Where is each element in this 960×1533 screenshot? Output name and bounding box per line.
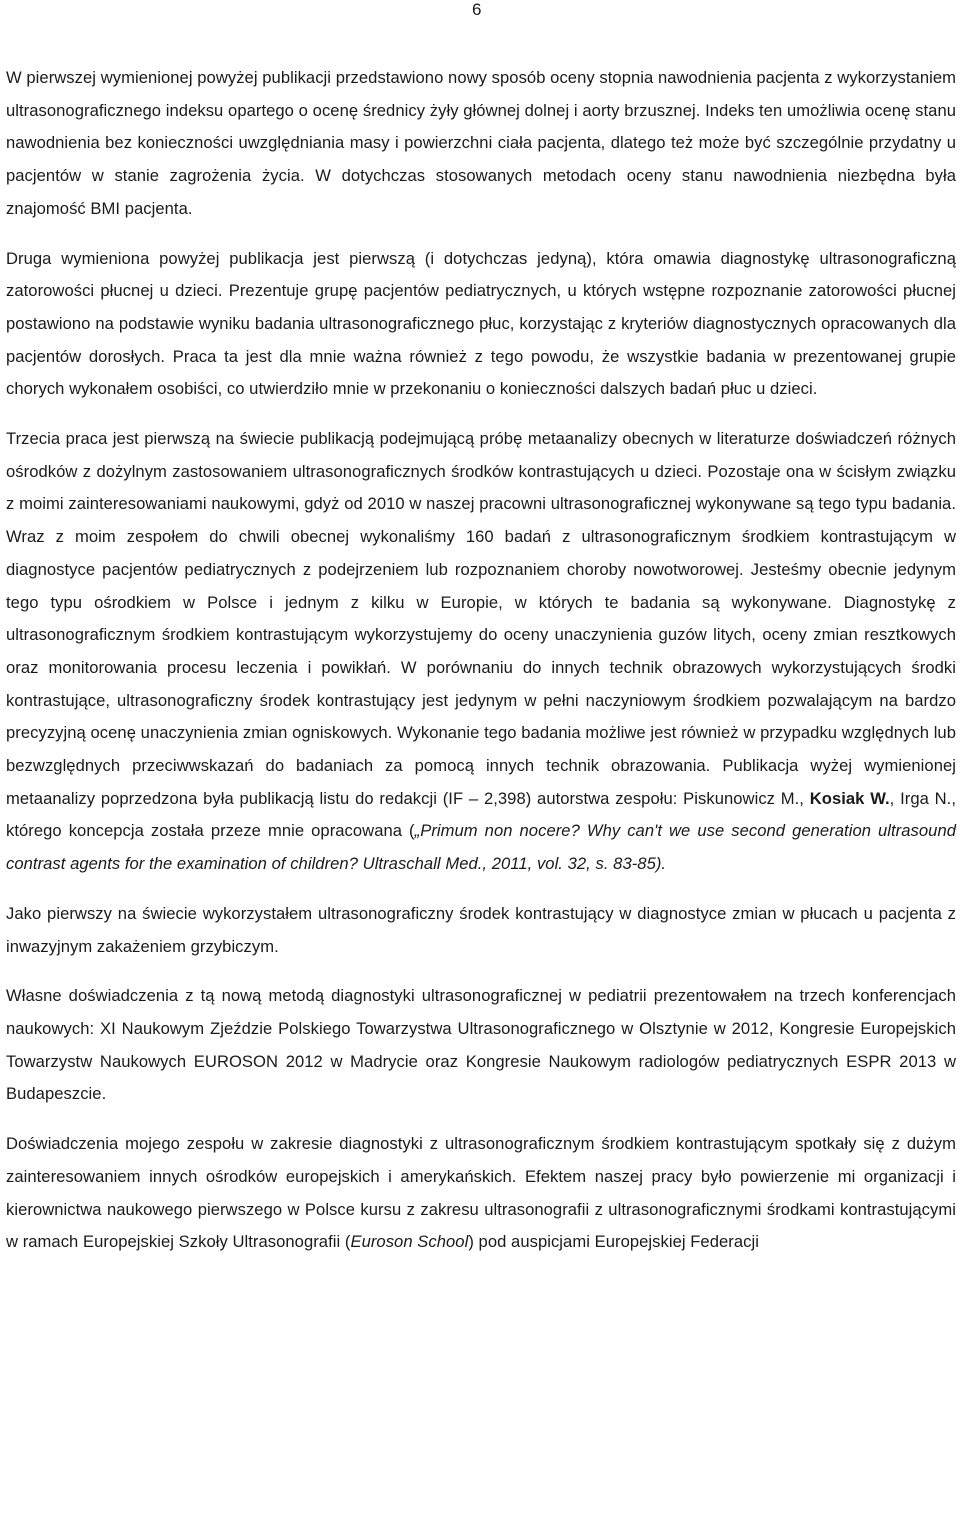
- paragraph-text: Jako pierwszy na świecie wykorzystałem ultrasonograficzny środek kontrastujący w diagnostyce zmian w płucach u pacjenta z inwazyjnym zakażeniem grzybiczym.: [6, 903, 956, 956]
- school-name-italic: Euroson School: [350, 1232, 469, 1252]
- paragraph-pulmonary-embolism: [6, 243, 956, 407]
- paragraph-text: , Irga N., którego koncepcja została przeze mnie opracowana (: [6, 788, 956, 841]
- paragraph-text: Trzecia praca jest pierwszą na świecie publikacją podejmującą próbę metaanalizy obecnych w literaturze doświadczeń różnych ośrodków z dożylnym zastosowaniem ultrasonograficznych środków kontrastujących u dzieci. Pozostaje ona w ścisłym związku z moimi zainteresowaniami naukowymi, gdyż od 2010 w naszej pracowni ultrasonograficznej wykonywane są tego typu badania. Wraz z moim zespołem do chwili obecnej wykonaliśmy 160 badań z ultrasonograficznym środkiem kontrastującym w diagnostyce pacjentów pediatrycznych z podejrzeniem lub rozpoznaniem choroby nowotworowej. Jesteśmy obecnie jedynym tego typu ośrodkiem w Polsce i jednym z kilku w Europie, w których te badania są wykonywane. Diagnostykę z ultrasonograficznym środkiem kontrastującym wykorzystujemy do oceny unaczynienia guzów litych, oceny zmian resztkowych oraz monitorowania procesu leczenia i powikłań. W porównaniu do innych technik obrazowych wykorzystujących środki kontrastujące, ultrasonograficzny środek kontrastujący jest jedynym w pełni naczyniowym środkiem pozwalającym na bardzo precyzyjną ocenę unaczynienia zmian ogniskowych. Wykonanie tego badania możliwe jest również w przypadku względnych lub bezwzględnych przeciwwskazań do badaniach za pomocą innych technik obrazowania. Publikacja wyżej wymienionej metaanalizy poprzedzona była publikacją listu do redakcji (IF – 2,398) autorstwa zespołu: Piskunowicz M.,: [6, 429, 956, 808]
- author-name-bold: Kosiak W.: [809, 788, 890, 808]
- paragraph-euroson-school: [6, 1128, 956, 1259]
- paragraph-meta-analysis: [6, 423, 956, 881]
- paragraph-fungal-infection: [6, 898, 956, 963]
- paragraph-text: Własne doświadczenia z tą nową metodą diagnostyki ultrasonograficznej w pediatrii prezentowałem na trzech konferencjach naukowych: XI Naukowym Zjeździe Polskiego Towarzystwa Ultrasonograficznego w Olsztynie w 2012, Kongresie Europejskich Towarzystw Naukowych EUROSON 2012 w Madrycie oraz Kongresie Naukowym radiologów pediatrycznych ESPR 2013 w Budapeszcie.: [6, 986, 956, 1104]
- paragraph-text: W pierwszej wymienionej powyżej publikacji przedstawiono nowy sposób oceny stopnia nawodnienia pacjenta z wykorzystaniem ultrasonograficznego indeksu opartego o ocenę średnicy żyły głównej dolnej i aorty brzusznej. Indeks ten umożliwia ocenę stanu nawodnienia bez konieczności uwzględniania masy i powierzchni ciała pacjenta, dlatego też może być szczególnie przydatny u pacjentów w stanie zagrożenia życia. W dotychczas stosowanych metodach oceny stanu nawodnienia niezbędna była znajomość BMI pacjenta.: [6, 68, 956, 218]
- citation-italic: „Primum non nocere? Why can't we use second generation ultrasound contrast agents for the examination of children? Ultraschall Med., 2011, vol. 32, s. 83-85).: [6, 821, 957, 874]
- paragraph-conferences: [6, 980, 956, 1111]
- paragraph-text: Druga wymieniona powyżej publikacja jest pierwszą (i dotychczas jedyną), która omawia diagnostykę ultrasonograficzną zatorowości płucnej u dzieci. Prezentuje grupę pacjentów pediatrycznych, u których wstępne rozpoznanie zatorowości płucnej postawiono na podstawie wyniku badania ultrasonograficznego płuc, korzystając z kryteriów diagnostycznych opracowanych dla pacjentów dorosłych. Praca ta jest dla mnie ważna również z tego powodu, że wszystkie badania w prezentowanej grupie chorych wykonałem osobiści, co utwierdziło mnie w przekonaniu o konieczności dalszych badań płuc u dzieci.: [6, 248, 956, 399]
- paragraph-text: Doświadczenia mojego zespołu w zakresie diagnostyki z ultrasonograficznym środkiem kontrastującym spotkały się z dużym zainteresowaniem innych ośrodków europejskich i amerykańskich. Efektem naszej pracy było powierzenie mi organizacji i kierownictwa naukowego pierwszego w Polsce kursu z zakresu ultrasonografii z ultrasonograficznymi środkami kontrastującymi w ramach Europejskiej Szkoły Ultrasonografii (: [6, 1134, 956, 1252]
- body-text: [6, 62, 956, 1276]
- page-number: 6: [472, 0, 482, 19]
- paragraph-text: ) pod auspicjami Europejskiej Federacji: [468, 1232, 759, 1252]
- paragraph-hydration-index: [6, 62, 956, 226]
